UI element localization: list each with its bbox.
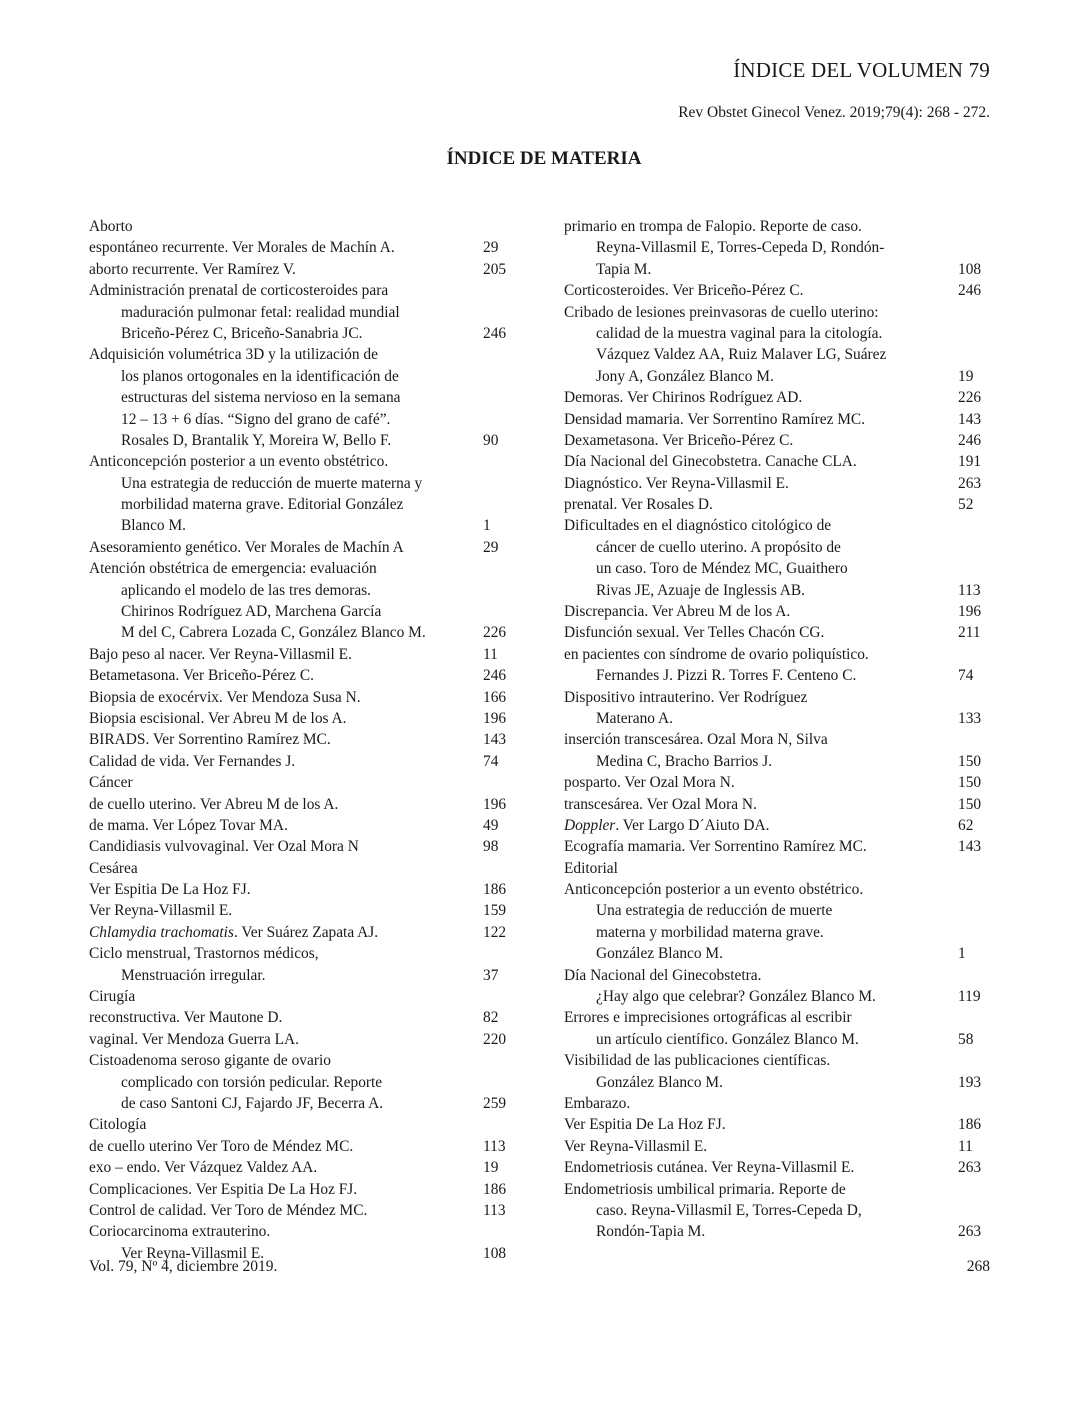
index-entry xyxy=(89,901,513,922)
index-entry xyxy=(89,1200,513,1221)
index-entry xyxy=(564,1221,988,1242)
entry-text: primario en trompa de Falopio. Reporte de caso. xyxy=(564,217,862,235)
index-entry xyxy=(89,751,513,772)
entry-page: 74 xyxy=(958,667,974,685)
index-entry xyxy=(89,922,513,943)
entry-text: Adquisición volumétrica 3D y la utilización de xyxy=(89,346,378,364)
index-entry xyxy=(89,1114,513,1135)
entry-text: Calidad de vida. Ver Fernandes J. xyxy=(89,752,296,770)
entry-page: 159 xyxy=(483,902,507,920)
index-entry xyxy=(89,216,513,237)
entry-text: Medina C, Bracho Barrios J. xyxy=(596,752,773,770)
entry-text: Demoras. Ver Chirinos Rodríguez AD. xyxy=(564,389,803,407)
index-entry xyxy=(89,1007,513,1028)
entry-page: 196 xyxy=(483,709,507,727)
entry-text: Rondón-Tapia M. xyxy=(596,1223,706,1241)
entry-text: Discrepancia. Ver Abreu M de los A. xyxy=(564,603,791,621)
entry-text: Ciclo menstrual, Trastornos médicos, xyxy=(89,945,319,963)
entry-text: Administración prenatal de corticosteroides para xyxy=(89,282,389,300)
index-entry xyxy=(89,665,513,686)
index-entry xyxy=(564,794,988,815)
index-entry xyxy=(89,430,513,451)
entry-text: aborto recurrente. Ver Ramírez V. xyxy=(89,260,296,278)
entry-italic-term: Chlamydia trachomatis xyxy=(89,923,234,941)
entry-text: Atención obstétrica de emergencia: evaluación xyxy=(89,560,377,578)
entry-page: 196 xyxy=(483,795,507,813)
index-entry xyxy=(564,515,988,536)
entry-page: 143 xyxy=(958,410,982,428)
entry-page: 108 xyxy=(483,1244,507,1262)
entry-page: 29 xyxy=(483,538,499,556)
entry-page: 263 xyxy=(958,1223,982,1241)
entry-text: Día Nacional del Ginecobstetra. Canache CLA. xyxy=(564,453,857,471)
entry-text: Tapia M. xyxy=(596,260,652,278)
index-entry xyxy=(564,943,988,964)
index-entry xyxy=(564,1114,988,1135)
entry-page: 82 xyxy=(483,1009,499,1027)
entry-text: materna y morbilidad materna grave. xyxy=(596,923,824,941)
index-entry xyxy=(564,494,988,515)
index-entry xyxy=(564,387,988,408)
entry-page: 122 xyxy=(483,923,507,941)
index-entry xyxy=(89,259,513,280)
entry-text: Densidad mamaria. Ver Sorrentino Ramírez MC. xyxy=(564,410,866,428)
entry-text xyxy=(564,815,958,836)
entry-page: 263 xyxy=(958,1159,982,1177)
index-entry xyxy=(564,1157,988,1178)
entry-text: Citología xyxy=(89,1116,147,1134)
index-entry xyxy=(564,430,988,451)
entry-text: Corticosteroides. Ver Briceño-Pérez C. xyxy=(564,282,804,300)
index-entry xyxy=(89,1221,513,1242)
entry-text: un artículo científico. González Blanco M. xyxy=(596,1030,859,1048)
index-entry xyxy=(564,965,988,986)
index-entry xyxy=(564,879,988,900)
entry-text: vaginal. Ver Mendoza Guerra LA. xyxy=(89,1030,299,1048)
entry-text: reconstructiva. Ver Mautone D. xyxy=(89,1009,283,1027)
entry-text: Biopsia escisional. Ver Abreu M de los A. xyxy=(89,709,347,727)
entry-text: Bajo peso al nacer. Ver Reyna-Villasmil E. xyxy=(89,645,352,663)
entry-text: Endometriosis cutánea. Ver Reyna-Villasmil E. xyxy=(564,1159,855,1177)
index-entry xyxy=(89,558,513,579)
entry-text: Dificultades en el diagnóstico citológico de xyxy=(564,517,832,535)
entry-page: 246 xyxy=(958,431,982,449)
entry-text: Aborto xyxy=(89,217,133,235)
index-entry xyxy=(89,409,513,430)
entry-page: 119 xyxy=(958,988,981,1006)
entry-text: de cuello uterino. Ver Abreu M de los A. xyxy=(89,795,339,813)
index-entry xyxy=(564,622,988,643)
index-entry xyxy=(564,280,988,301)
entry-page: 90 xyxy=(483,431,499,449)
entry-page: 263 xyxy=(958,474,982,492)
index-entry xyxy=(564,665,988,686)
entry-page: 186 xyxy=(958,1116,982,1134)
index-entry xyxy=(564,366,988,387)
citation: Rev Obstet Ginecol Venez. 2019;79(4): 268 - 272. xyxy=(678,104,990,121)
index-entry xyxy=(89,729,513,750)
entry-page: 259 xyxy=(483,1095,507,1112)
entry-text: Disfunción sexual. Ver Telles Chacón CG. xyxy=(564,624,825,642)
index-entry xyxy=(89,858,513,879)
entry-page: 11 xyxy=(483,645,498,663)
index-entry xyxy=(564,708,988,729)
entry-text: Rosales D, Brantalik Y, Moreira W, Bello F. xyxy=(121,431,392,449)
entry-page: 74 xyxy=(483,752,499,770)
entry-text: Visibilidad de las publicaciones científicas. xyxy=(564,1052,831,1070)
running-title: ÍNDICE DEL VOLUMEN 79 xyxy=(733,58,990,82)
entry-page: 133 xyxy=(958,709,982,727)
entry-text: Errores e imprecisiones ortográficas al escribir xyxy=(564,1009,852,1027)
entry-page: 11 xyxy=(958,1137,973,1155)
entry-page: 211 xyxy=(958,624,981,642)
entry-page: 226 xyxy=(958,389,982,407)
entry-text: Ver Espitia De La Hoz FJ. xyxy=(564,1116,726,1134)
entry-page: 113 xyxy=(958,581,981,599)
entry-text: Cesárea xyxy=(89,859,138,877)
entry-text xyxy=(89,922,483,943)
entry-text: Jony A, González Blanco M. xyxy=(596,367,774,385)
footer-issue: Vol. 79, Nº 4, diciembre 2019. xyxy=(89,1258,278,1275)
index-entry xyxy=(89,1050,513,1071)
index-entry xyxy=(564,922,988,943)
index-entry xyxy=(564,451,988,472)
index-entry xyxy=(89,815,513,836)
index-entry xyxy=(564,558,988,579)
index-entry xyxy=(564,1200,988,1221)
entry-text: Briceño-Pérez C, Briceño-Sanabria JC. xyxy=(121,324,363,342)
entry-text: Complicaciones. Ver Espitia De La Hoz FJ. xyxy=(89,1180,358,1198)
entry-page: 37 xyxy=(483,966,499,984)
entry-text: un caso. Toro de Méndez MC, Guaithero xyxy=(596,560,848,578)
entry-text: exo – endo. Ver Vázquez Valdez AA. xyxy=(89,1159,318,1177)
entry-text: inserción transcesárea. Ozal Mora N, Silva xyxy=(564,731,828,749)
entry-text: cáncer de cuello uterino. A propósito de xyxy=(596,538,841,556)
index-entry xyxy=(564,815,988,836)
entry-text: Dispositivo intrauterino. Ver Rodríguez xyxy=(564,688,808,706)
entry-page: 246 xyxy=(483,324,507,342)
footer-page-number: 268 xyxy=(966,1258,990,1275)
entry-page: 186 xyxy=(483,881,507,899)
entry-page: 62 xyxy=(958,816,974,834)
entry-text: Control de calidad. Ver Toro de Méndez MC. xyxy=(89,1201,368,1219)
index-entry xyxy=(89,601,513,622)
index-entry xyxy=(564,986,988,1007)
index-entry xyxy=(89,451,513,472)
index-column-left xyxy=(89,216,513,1264)
index-entry xyxy=(564,537,988,558)
entry-text: Anticoncepción posterior a un evento obstétrico. xyxy=(89,453,389,471)
entry-text: Ecografía mamaria. Ver Sorrentino Ramírez MC. xyxy=(564,838,867,856)
entry-page: 113 xyxy=(483,1137,506,1155)
entry-text: Vázquez Valdez AA, Ruiz Malaver LG, Suárez xyxy=(596,346,887,364)
index-entry xyxy=(89,708,513,729)
entry-page: 1 xyxy=(958,945,966,963)
index-entry xyxy=(89,772,513,793)
index-entry xyxy=(564,323,988,344)
entry-text: caso. Reyna-Villasmil E, Torres-Cepeda D, xyxy=(596,1201,862,1219)
entry-text: prenatal. Ver Rosales D. xyxy=(564,496,713,514)
entry-text: en pacientes con síndrome de ovario poliquístico. xyxy=(564,645,869,663)
index-entry xyxy=(89,494,513,515)
entry-page: 205 xyxy=(483,260,507,278)
index-entry xyxy=(89,1136,513,1157)
index-entry xyxy=(89,1179,513,1200)
index-entry xyxy=(564,473,988,494)
entry-text: Menstruación irregular. xyxy=(121,966,266,984)
index-entry xyxy=(564,729,988,750)
entry-text: Chirinos Rodríguez AD, Marchena García xyxy=(121,603,382,621)
entry-text: calidad de la muestra vaginal para la citología. xyxy=(596,324,883,342)
index-entry xyxy=(89,794,513,815)
entry-text: Betametasona. Ver Briceño-Pérez C. xyxy=(89,667,314,685)
entry-page: 108 xyxy=(958,260,982,278)
entry-text: 12 – 13 + 6 días. “Signo del grano de café”. xyxy=(121,410,391,428)
index-entry xyxy=(89,622,513,643)
entry-text: Blanco M. xyxy=(121,517,186,535)
index-entry xyxy=(89,943,513,964)
index-entry xyxy=(89,836,513,857)
entry-text: Diagnóstico. Ver Reyna-Villasmil E. xyxy=(564,474,789,492)
entry-page: 226 xyxy=(483,624,507,642)
entry-text: espontáneo recurrente. Ver Morales de Machín A. xyxy=(89,239,395,257)
index-entry xyxy=(89,1157,513,1178)
entry-text: Reyna-Villasmil E, Torres-Cepeda D, Rondón- xyxy=(596,239,885,257)
entry-text: Rivas JE, Azuaje de Inglessis AB. xyxy=(596,581,806,599)
entry-text: maduración pulmonar fetal: realidad mundial xyxy=(121,303,400,321)
entry-text: Endometriosis umbilical primaria. Reporte de xyxy=(564,1180,846,1198)
index-entry xyxy=(564,1029,988,1050)
entry-page: 150 xyxy=(958,795,982,813)
entry-text: Una estrategia de reducción de muerte xyxy=(596,902,833,920)
index-entry xyxy=(89,1093,513,1114)
index-entry xyxy=(564,1093,988,1114)
entry-page: 143 xyxy=(483,731,507,749)
index-entry xyxy=(89,687,513,708)
entry-text: de caso Santoni CJ, Fajardo JF, Becerra A. xyxy=(121,1095,384,1112)
entry-text: Una estrategia de reducción de muerte materna y xyxy=(121,474,423,492)
index-entry xyxy=(89,644,513,665)
entry-text: Embarazo. xyxy=(564,1095,631,1112)
entry-text: Materano A. xyxy=(596,709,673,727)
index-entry xyxy=(89,965,513,986)
index-entry xyxy=(89,986,513,1007)
entry-text: de mama. Ver López Tovar MA. xyxy=(89,816,288,834)
index-entry xyxy=(89,344,513,365)
entry-text: Cistoadenoma seroso gigante de ovario xyxy=(89,1052,331,1070)
index-entry xyxy=(89,1072,513,1093)
entry-text: Ver Reyna-Villasmil E. xyxy=(121,1244,265,1262)
entry-page: 143 xyxy=(958,838,982,856)
entry-text: Ver Reyna-Villasmil E. xyxy=(89,902,233,920)
index-entry xyxy=(89,366,513,387)
entry-page: 1 xyxy=(483,517,491,535)
entry-text: estructuras del sistema nervioso en la semana xyxy=(121,389,401,407)
entry-text: Cribado de lesiones preinvasoras de cuello uterino: xyxy=(564,303,879,321)
index-entry xyxy=(89,237,513,258)
entry-page: 52 xyxy=(958,496,974,514)
index-entry xyxy=(564,644,988,665)
entry-page: 191 xyxy=(958,453,982,471)
entry-text: morbilidad materna grave. Editorial González xyxy=(121,496,404,514)
entry-text: Cirugía xyxy=(89,988,136,1006)
index-entry xyxy=(89,323,513,344)
entry-text: los planos ortogonales en la identificación de xyxy=(121,367,399,385)
index-entry xyxy=(89,302,513,323)
index-column-right xyxy=(564,216,988,1243)
index-entry xyxy=(89,580,513,601)
entry-page: 98 xyxy=(483,838,499,856)
entry-text: transcesárea. Ver Ozal Mora N. xyxy=(564,795,757,813)
index-entry xyxy=(564,1072,988,1093)
entry-text: Coriocarcinoma extrauterino. xyxy=(89,1223,271,1241)
entry-page: 19 xyxy=(483,1159,499,1177)
entry-text: Anticoncepción posterior a un evento obstétrico. xyxy=(564,881,864,899)
entry-page: 29 xyxy=(483,239,499,257)
entry-text: Ver Reyna-Villasmil E. xyxy=(564,1137,708,1155)
entry-text: Dexametasona. Ver Briceño-Pérez C. xyxy=(564,431,794,449)
index-entry xyxy=(564,409,988,430)
entry-page: 196 xyxy=(958,603,982,621)
entry-text: complicado con torsión pedicular. Reporte xyxy=(121,1073,383,1091)
index-entry xyxy=(564,901,988,922)
entry-page: 166 xyxy=(483,688,507,706)
entry-text: Candidiasis vulvovaginal. Ver Ozal Mora N xyxy=(89,838,359,856)
entry-text: González Blanco M. xyxy=(596,1073,723,1091)
entry-text: Editorial xyxy=(564,859,618,877)
index-entry xyxy=(89,879,513,900)
index-entry xyxy=(89,387,513,408)
index-entry xyxy=(564,259,988,280)
index-entry xyxy=(564,1136,988,1157)
entry-text: posparto. Ver Ozal Mora N. xyxy=(564,774,735,792)
index-entry xyxy=(564,772,988,793)
entry-text: Cáncer xyxy=(89,774,133,792)
section-title: ÍNDICE DE MATERIA xyxy=(446,148,642,169)
entry-text: BIRADS. Ver Sorrentino Ramírez MC. xyxy=(89,731,331,749)
index-entry xyxy=(564,836,988,857)
entry-text: de cuello uterino Ver Toro de Méndez MC. xyxy=(89,1137,354,1155)
index-entry xyxy=(564,687,988,708)
index-entry xyxy=(564,302,988,323)
entry-page: 113 xyxy=(483,1201,506,1219)
entry-page: 186 xyxy=(483,1180,507,1198)
index-entry xyxy=(564,1050,988,1071)
entry-text: M del C, Cabrera Lozada C, González Blanco M. xyxy=(121,624,426,642)
entry-page: 246 xyxy=(958,282,982,300)
entry-text: Fernandes J. Pizzi R. Torres F. Centeno C. xyxy=(596,667,857,685)
index-entry xyxy=(564,751,988,772)
entry-italic-term: Doppler xyxy=(564,816,616,834)
index-entry xyxy=(564,1179,988,1200)
index-entry xyxy=(564,580,988,601)
entry-page: 49 xyxy=(483,816,499,834)
index-entry xyxy=(564,601,988,622)
entry-text: Asesoramiento genético. Ver Morales de Machín A xyxy=(89,538,404,556)
entry-text: González Blanco M. xyxy=(596,945,723,963)
entry-page: 150 xyxy=(958,774,982,792)
index-entry xyxy=(564,216,988,237)
entry-page: 58 xyxy=(958,1030,974,1048)
index-entry xyxy=(89,537,513,558)
entry-suffix: . Ver Largo D´Aiuto DA. xyxy=(615,816,770,834)
index-entry xyxy=(89,473,513,494)
index-entry xyxy=(564,858,988,879)
index-entry xyxy=(89,515,513,536)
entry-page: 150 xyxy=(958,752,982,770)
index-entry xyxy=(89,280,513,301)
entry-text: Biopsia de exocérvix. Ver Mendoza Susa N. xyxy=(89,688,361,706)
index-entry xyxy=(564,344,988,365)
entry-suffix: . Ver Suárez Zapata AJ. xyxy=(233,923,379,941)
entry-text: Ver Espitia De La Hoz FJ. xyxy=(89,881,251,899)
entry-page: 193 xyxy=(958,1073,982,1091)
entry-text: aplicando el modelo de las tres demoras. xyxy=(121,581,372,599)
index-entry xyxy=(564,237,988,258)
entry-page: 246 xyxy=(483,667,507,685)
entry-text: ¿Hay algo que celebrar? González Blanco M. xyxy=(596,988,876,1006)
index-entry xyxy=(564,1007,988,1028)
index-entry xyxy=(89,1029,513,1050)
entry-text: Día Nacional del Ginecobstetra. xyxy=(564,966,762,984)
entry-page: 220 xyxy=(483,1030,507,1048)
entry-page: 19 xyxy=(958,367,974,385)
